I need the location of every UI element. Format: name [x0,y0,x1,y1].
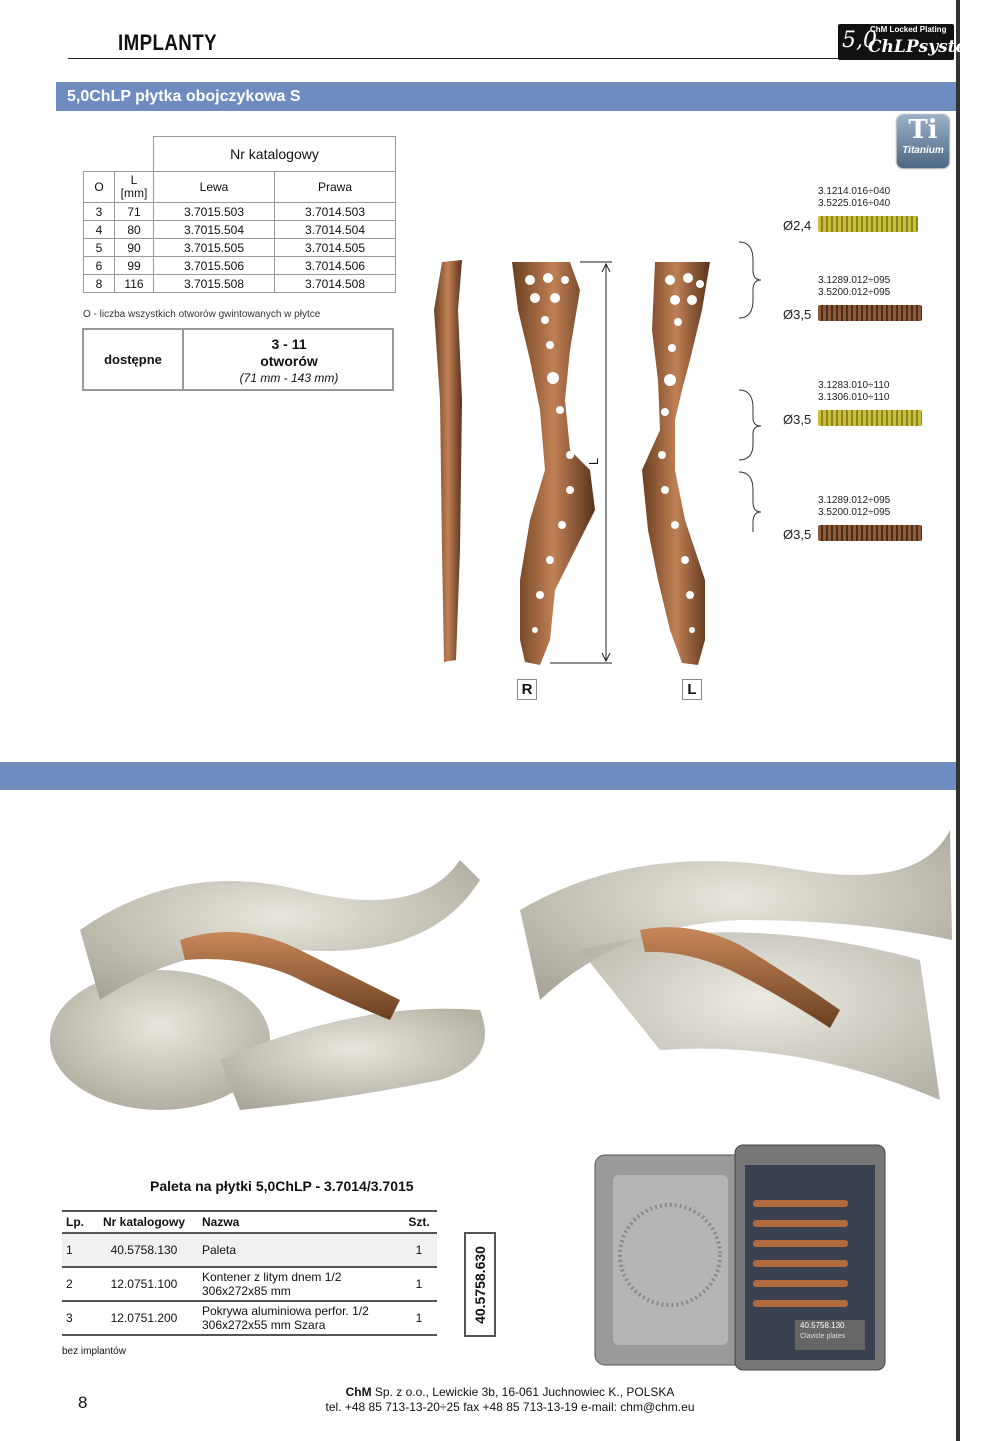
screw-diameter: Ø3,5 [783,412,812,427]
titanium-label: Titanium [902,145,944,156]
pallet-name-line2: 306x272x85 mm [202,1284,291,1298]
pallet-name-line1: Paleta [202,1243,237,1257]
holes-note: O - liczba wszystkich otworów gwintowanych w płytce [83,309,321,320]
pallet-col-name: Nazwa [198,1211,401,1233]
pallet-row [62,1301,437,1335]
catalog-cell-prawa: 3.7014.504 [275,221,396,239]
catalog-cell-l: 80 [115,221,154,239]
screw-code: 3.1214.016÷040 [818,186,891,197]
catalog-cell-o: 5 [84,239,115,257]
catalog-header: Nr katalogowy [154,137,396,172]
screw-codes [818,275,890,299]
catalog-cell-prawa: 3.7014.503 [275,203,396,221]
catalog-cell-lewa: 3.7015.504 [154,221,275,239]
label-r: R [517,679,537,700]
catalog-cell-lewa: 3.7015.503 [154,203,275,221]
pallet-title: Paleta na płytki 5,0ChLP - 3.7014/3.7015 [150,1178,414,1194]
pallet-cell-name [198,1267,401,1301]
screw-image [818,216,918,232]
pallet-name-line1: Pokrywa aluminiowa perfor. 1/2 [202,1304,369,1318]
pallet-name-line2: 306x272x55 mm Szara [202,1318,326,1332]
pallet-note: bez implantów [62,1346,126,1357]
catalog-cell-o: 8 [84,275,115,293]
footer [240,1385,780,1415]
pallet-row [62,1267,437,1301]
pallet-cell-nr: 12.0751.200 [90,1301,198,1335]
logo-tag: ChM Locked Plating [870,25,947,34]
screw-diameter: Ø2,4 [783,218,812,233]
catalog-cell-l: 71 [115,203,154,221]
screw-codes [818,186,890,210]
pallet-code: 40.5758.630 [472,1245,488,1324]
page-title: 5,0ChLP płytka obojczykowa S [67,88,301,105]
catalog-cell-o: 6 [84,257,115,275]
titanium-symbol: Ti [908,115,938,145]
pallet-row [62,1233,437,1267]
screw-image [818,525,922,541]
screw-codes [818,495,890,519]
catalog-cell-l: 116 [115,275,154,293]
col-o: O [84,172,115,203]
logo-brand: ChLPsystem [868,37,984,57]
plate-right [512,262,595,665]
catalog-cell-lewa: 3.7015.505 [154,239,275,257]
pallet-cell-lp: 1 [62,1233,90,1267]
shoulder-left [50,860,485,1110]
pallet-cell-name [198,1233,401,1267]
pallet-cell-name [198,1301,401,1335]
screw-diameter: Ø3,5 [783,527,812,542]
catalog-cell-lewa: 3.7015.506 [154,257,275,275]
pallet-col-szt: Szt. [401,1211,437,1233]
screw-code: 3.1306.010÷110 [818,392,890,403]
pallet-cell-lp: 3 [62,1301,90,1335]
pallet-col-nr: Nr katalogowy [90,1211,198,1233]
catalog-cell-prawa: 3.7014.508 [275,275,396,293]
catalog-cell-l: 90 [115,239,154,257]
catalog-row [84,203,396,221]
screw-code: 3.1289.012÷095 [818,495,891,506]
pallet-cell-szt: 1 [401,1267,437,1301]
catalog-cell-o: 4 [84,221,115,239]
logo-num: 5,0 [842,28,877,53]
catalog-row [84,221,396,239]
dimension-label: L [586,457,602,466]
screw-code: 3.1289.012÷095 [818,275,891,286]
plates-drawing [420,250,750,670]
section-title: IMPLANTY [118,30,217,55]
available-range: 3 - 11 [271,336,307,352]
screw-code: 3.5200.012÷095 [818,287,891,298]
chlp-logo [838,24,984,60]
catalog-cell-o: 3 [84,203,115,221]
plate-side-view [434,260,462,662]
shoulder-right [520,830,952,1100]
pallet-cell-szt: 1 [401,1233,437,1267]
pallet-cell-lp: 2 [62,1267,90,1301]
screw-diameter: Ø3,5 [783,307,812,322]
pallet-photo-label: 40.5758.130 [800,1321,845,1330]
available-unit: otworów [260,353,318,369]
pallet-cell-szt: 1 [401,1301,437,1335]
available-value [184,336,394,387]
pallet-code-box [464,1232,496,1337]
catalog-cell-prawa: 3.7014.506 [275,257,396,275]
pallet-photo-sub: Clavicle plates [800,1333,846,1340]
available-box [82,328,394,391]
pallet-col-lp: Lp. [62,1211,90,1233]
pallet-photo [595,1145,887,1380]
titanium-badge [897,115,949,168]
screw-code: 3.5200.012÷095 [818,507,891,518]
screw-code: 3.5225.016÷040 [818,198,891,209]
pallet-cell-nr: 12.0751.100 [90,1267,198,1301]
header-rule [68,58,838,59]
page-edge-stripe [956,0,960,1441]
available-label: dostępne [84,330,184,389]
footer-contact: tel. +48 85 713-13-20÷25 fax +48 85 713-13-19 e-mail: chm@chm.eu [325,1400,695,1414]
page-number: 8 [78,1393,88,1412]
screw-image [818,410,922,426]
catalog-cell-l: 99 [115,257,154,275]
screw-codes [818,380,889,404]
footer-address: Sp. z o.o., Lewickie 3b, 16-061 Juchnowiec K., POLSKA [371,1385,675,1399]
catalog-row [84,257,396,275]
col-prawa: Prawa [275,172,396,203]
screw-image [818,305,922,321]
col-l: L [mm] [115,172,154,203]
pallet-name-line1: Kontener z litym dnem 1/2 [202,1270,342,1284]
screw-code: 3.1283.010÷110 [818,380,890,391]
pallet-cell-nr: 40.5758.130 [90,1233,198,1267]
catalog-cell-lewa: 3.7015.508 [154,275,275,293]
pallet-table [62,1210,437,1336]
catalog-table [83,136,396,293]
catalog-row [84,275,396,293]
anatomy-illustration [40,800,956,1130]
available-mm: (71 mm - 143 mm) [239,371,339,385]
col-lewa: Lewa [154,172,275,203]
section-band [0,762,956,790]
catalog-row [84,239,396,257]
footer-brand: ChM [345,1385,372,1399]
catalog-cell-prawa: 3.7014.505 [275,239,396,257]
label-l: L [682,679,702,700]
screw-braces [735,240,765,540]
